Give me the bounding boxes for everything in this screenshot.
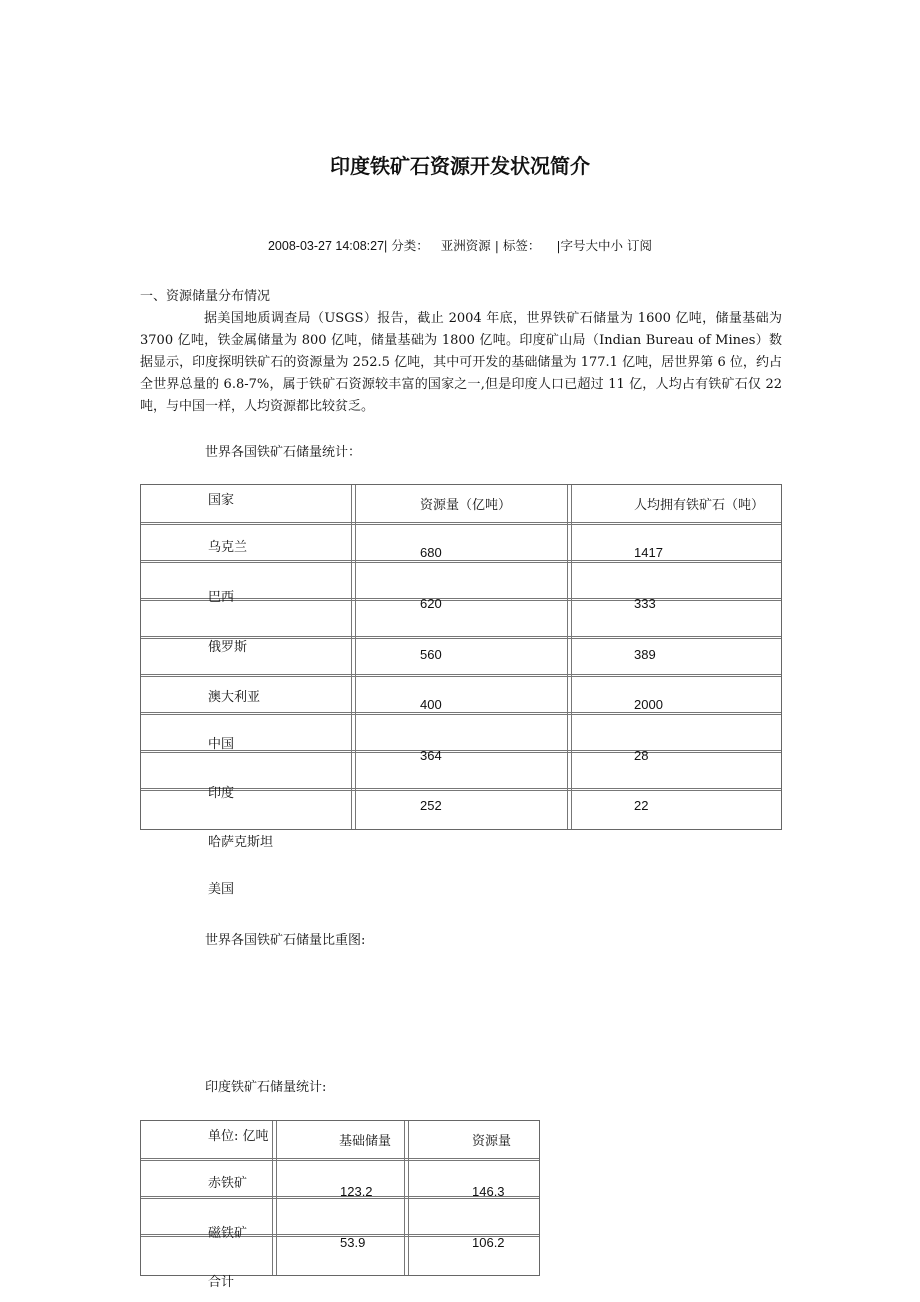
per-capita-value: 389 bbox=[634, 647, 656, 662]
resource-value: 680 bbox=[420, 545, 442, 560]
category-link[interactable]: 亚洲资源 bbox=[440, 238, 491, 253]
resource-value: 620 bbox=[420, 596, 442, 611]
resource-value: 252 bbox=[420, 798, 442, 813]
country-name: 印度 bbox=[208, 786, 235, 801]
unit-label: 单位: 亿吨 bbox=[208, 1129, 269, 1144]
tag-label: | 标签： bbox=[494, 238, 541, 253]
india-reserves-table bbox=[140, 1120, 540, 1276]
country-name: 巴西 bbox=[208, 590, 235, 605]
country-name: 美国 bbox=[208, 882, 235, 897]
resource-value: 364 bbox=[420, 748, 442, 763]
table2-caption: 印度铁矿石储量统计: bbox=[205, 1080, 327, 1095]
resource-value: 106.2 bbox=[472, 1235, 505, 1250]
header-resources: 资源量 bbox=[472, 1134, 512, 1149]
header-country: 国家 bbox=[208, 493, 235, 508]
country-name: 哈萨克斯坦 bbox=[208, 835, 274, 850]
publish-datetime: 2008-03-27 14:08:27| bbox=[267, 239, 388, 253]
country-name: 中国 bbox=[208, 737, 235, 752]
header-per-capita: 人均拥有铁矿石（吨） bbox=[634, 498, 765, 513]
per-capita-value: 2000 bbox=[634, 697, 663, 712]
per-capita-value: 28 bbox=[634, 748, 649, 763]
resource-value: 560 bbox=[420, 647, 442, 662]
ore-type: 赤铁矿 bbox=[208, 1176, 248, 1191]
header-base-reserves: 基础储量 bbox=[339, 1134, 392, 1149]
ore-type: 磁铁矿 bbox=[208, 1226, 248, 1241]
header-resources: 资源量（亿吨） bbox=[420, 498, 512, 513]
column-divider bbox=[567, 485, 572, 829]
base-reserve-value: 123.2 bbox=[340, 1184, 373, 1199]
country-name: 俄罗斯 bbox=[208, 640, 248, 655]
section-heading: 一、资源储量分布情况 bbox=[140, 289, 271, 304]
category-label: 分类： bbox=[391, 238, 429, 253]
ore-type: 合计 bbox=[208, 1275, 235, 1290]
table1-caption: 世界各国铁矿石储量统计： bbox=[205, 445, 362, 460]
base-reserve-value: 53.9 bbox=[340, 1235, 366, 1250]
article-meta bbox=[0, 236, 920, 254]
resource-value: 400 bbox=[420, 697, 442, 712]
font-size-subscribe[interactable]: |字号大中小 订阅 bbox=[556, 238, 653, 253]
chart-caption: 世界各国铁矿石储量比重图: bbox=[205, 933, 366, 948]
page-title: 印度铁矿石资源开发状况简介 bbox=[330, 154, 590, 178]
per-capita-value: 22 bbox=[634, 798, 649, 813]
country-name: 澳大利亚 bbox=[208, 690, 261, 705]
per-capita-value: 1417 bbox=[634, 545, 663, 560]
per-capita-value: 333 bbox=[634, 596, 656, 611]
country-name: 乌克兰 bbox=[208, 540, 248, 555]
resource-value: 146.3 bbox=[472, 1184, 505, 1199]
intro-paragraph: 据美国地质调查局（USGS）报告，截止 2004 年底，世界铁矿石储量为 1600 亿吨，储量基础为 3700 亿吨，铁金属储量为 800 亿吨，储量基础为 1800 亿吨。印度矿山局（Indian Bureau of Mines）数据显示，印度探明铁矿石的资源量为 252.5 亿吨，其中可开发的基础储量为 177.1 亿吨，居世界第 6 位，约占全世界总量的 6.8-7%，属于铁矿石资源较丰富的国家之一,但是印度人口已超过 11 亿，人均占有铁矿石仅 22 吨，与中国一样，人均资源都比较贫乏。 bbox=[140, 311, 782, 414]
column-divider bbox=[351, 485, 356, 829]
